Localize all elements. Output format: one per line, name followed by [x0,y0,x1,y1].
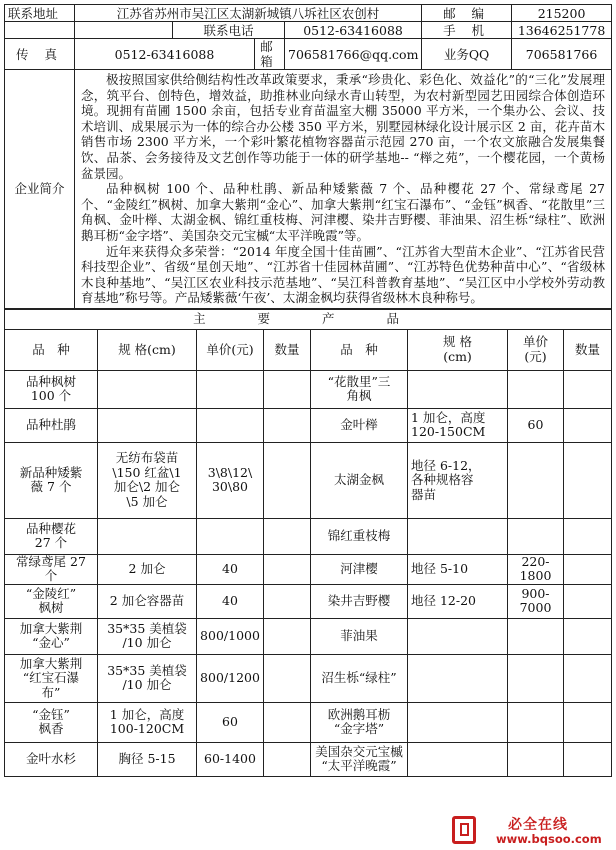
product-row [5,654,612,702]
product-name-right: 菲油果 [311,618,408,654]
product-name-right: 河津樱 [311,554,408,584]
header-price-right: 单价 (元) [508,329,564,370]
product-row [5,370,612,408]
product-qty-right [564,554,612,584]
product-price: 3\8\12\ 30\80 [197,442,264,518]
product-price: 60 [197,702,264,742]
product-spec-right [408,654,508,702]
postcode-label: 邮 编 [422,5,512,22]
product-spec: 2 加仑容器苗 [98,584,197,618]
product-spec-right [408,742,508,776]
product-price-right: 220-1800 [508,554,564,584]
product-name: 品种樱花 27 个 [5,518,98,554]
product-spec-right [408,370,508,408]
product-spec: 35*35 美植袋 /10 加仑 [98,654,197,702]
product-name: “金钰” 枫香 [5,702,98,742]
product-price-right [508,742,564,776]
product-qty-right [564,518,612,554]
products-banner: 主 要 产 品 [5,309,612,329]
product-row [5,408,612,442]
product-qty [264,702,311,742]
product-qty-right [564,618,612,654]
product-name: “金陵红” 枫树 [5,584,98,618]
product-name: 加拿大紫荆 “红宝石瀑 布” [5,654,98,702]
product-spec: 1 加仑，高度 100-120CM [98,702,197,742]
site-watermark [452,814,612,848]
qq-label: 业务QQ [422,39,512,70]
product-name: 加拿大紫荆 “金心” [5,618,98,654]
product-spec: 无纺布袋苗 \150 红盆\1 加仑\2 加仑 \5 加仑 [98,442,197,518]
product-price-right [508,618,564,654]
product-name-right: 沼生栎“绿柱” [311,654,408,702]
product-qty-right [564,408,612,442]
product-price [197,518,264,554]
product-spec-right: 地径 5-10 [408,554,508,584]
product-name: 品种枫树 100 个 [5,370,98,408]
product-name-right: 金叶榉 [311,408,408,442]
product-price-right [508,702,564,742]
product-qty [264,618,311,654]
product-name-right: 锦红重枝梅 [311,518,408,554]
intro-paragraph-2: 品种枫树 100 个、品种杜鹃、新品种矮紫薇 7 个、品种樱花 27 个、常绿鸢尾 27 个、“金陵红”枫树、加拿大紫荆“金心”、加拿大紫荆“红宝石瀑布”、“金钰”枫香、“花散里”三角枫、金叶榉、太湖金枫、锦红重枝梅、河津樱、染井吉野樱、菲油果、沼生栎“绿柱”、欧洲鹅耳枥“金字塔”、美国杂交元宝槭“太平洋晚霞”等。 [81,181,605,243]
product-spec [98,518,197,554]
product-price [197,408,264,442]
product-spec: 2 加仑 [98,554,197,584]
product-price-right [508,442,564,518]
product-spec-right: 地径 12-20 [408,584,508,618]
product-row [5,518,612,554]
product-price [197,370,264,408]
product-spec-right [408,618,508,654]
intro-body [75,70,612,308]
product-row [5,442,612,518]
product-spec: 胸径 5-15 [98,742,197,776]
email-value: 706581766@qq.com [285,39,422,70]
brand-url: www.bqsoo.com [496,832,602,846]
product-name: 金叶水杉 [5,742,98,776]
product-qty-right [564,742,612,776]
product-spec-right [408,702,508,742]
product-row [5,554,612,584]
brand-name: 必全在线 [508,817,568,833]
header-spec: 规 格(cm) [98,329,197,370]
product-rows [5,370,612,776]
product-row [5,584,612,618]
product-row [5,742,612,776]
product-name-right: 太湖金枫 [311,442,408,518]
product-name: 新品种矮紫 薇 7 个 [5,442,98,518]
product-price: 40 [197,554,264,584]
product-qty [264,408,311,442]
product-row [5,702,612,742]
intro-paragraph-1: 极按照国家供给侧结构性改革政策要求，秉承“珍贵化、彩色化、效益化”的“三化”发展理念，筑平台、创特色，增效益，助推林业向绿水青山转型，为农村新型园艺田园综合体创造环境。现拥有苗圃 1500 余亩，包括专业育苗温室大棚 35000 平方米，一个集办公、会议、技术培训、成果展示为一体的综合办公楼 350 平方米，别墅园林绿化设计展示区 2 亩，花卉苗木销售市场 2300 平方米，一个彩叶繁花植物容器苗示范园 270 亩，一个农文旅融合发展集餐饮、品茶、会务接待及文艺创作等功能于一体的研学基地-- “榉之苑”，一个樱花园，一个黄杨盆景园。 [81,72,605,181]
product-name: 常绿鸢尾 27 个 [5,554,98,584]
product-price: 60-1400 [197,742,264,776]
product-price-right [508,518,564,554]
product-spec-right [408,518,508,554]
product-qty-right [564,702,612,742]
company-intro-table [4,70,612,309]
phone-label: 联系电话 [173,22,285,39]
fax-label: 传 真 [5,39,75,70]
product-name-right: “花散里”三 角枫 [311,370,408,408]
product-spec [98,408,197,442]
product-price: 800/1000 [197,618,264,654]
address-label: 联系地址 [5,5,75,22]
product-qty-right [564,370,612,408]
product-price: 800/1200 [197,654,264,702]
product-price-right: 60 [508,408,564,442]
product-name-right: 美国杂交元宝槭 “太平洋晚霞” [311,742,408,776]
product-qty-right [564,442,612,518]
header-variety-right: 品 种 [311,329,408,370]
product-qty [264,518,311,554]
products-table [4,309,612,777]
product-name-right: 染井吉野樱 [311,584,408,618]
product-qty-right [564,654,612,702]
product-price-right: 900-7000 [508,584,564,618]
product-price: 40 [197,584,264,618]
header-spec-right: 规 格 (cm) [408,329,508,370]
product-qty [264,584,311,618]
product-qty [264,554,311,584]
product-spec-right: 地径 6-12， 各种规格容 器苗 [408,442,508,518]
product-name-right: 欧洲鹅耳枥 “金字塔” [311,702,408,742]
product-name: 品种杜鹃 [5,408,98,442]
mobile-value: 13646251778 [512,22,612,39]
header-variety: 品 种 [5,329,98,370]
header-qty-right: 数量 [564,329,612,370]
phone-value: 0512-63416088 [285,22,422,39]
header-qty: 数量 [264,329,311,370]
product-price-right [508,370,564,408]
product-qty [264,742,311,776]
mobile-label: 手 机 [422,22,512,39]
product-qty [264,442,311,518]
product-row [5,618,612,654]
product-price-right [508,654,564,702]
email-label: 邮 箱 [255,39,285,70]
product-spec: 35*35 美植袋 /10 加仑 [98,618,197,654]
product-qty [264,370,311,408]
address-value: 江苏省苏州市吴江区太湖新城镇八坼社区农创村 [75,5,422,22]
product-qty [264,654,311,702]
product-qty-right [564,584,612,618]
product-spec-right: 1 加仑，高度 120-150CM [408,408,508,442]
contact-info-table [4,4,612,70]
qq-value: 706581766 [512,39,612,70]
fax-value: 0512-63416088 [75,39,255,70]
intro-paragraph-3: 近年来获得众多荣誉：“2014 年度全国十佳苗圃”、“江苏省大型苗木企业”、“江苏省民营科技型企业”、省级“星创天地”、“江苏省十佳园林苗圃”、“江苏特色优势种苗中心”、“省级林木良种基地”、“吴江区农业科技示范基地”、“吴江科普教育基地”、“吴江区中小学校外劳动教育基地”称号等。产品矮紫薇‘午夜’、太湖金枫均获得省级林木良种称号。 [81,243,605,306]
header-price: 单价(元) [197,329,264,370]
postcode-value: 215200 [512,5,612,22]
product-spec [98,370,197,408]
intro-label: 企业简介 [5,70,75,308]
nursery-info-sheet [4,4,611,777]
brand-logo-icon [452,816,476,844]
